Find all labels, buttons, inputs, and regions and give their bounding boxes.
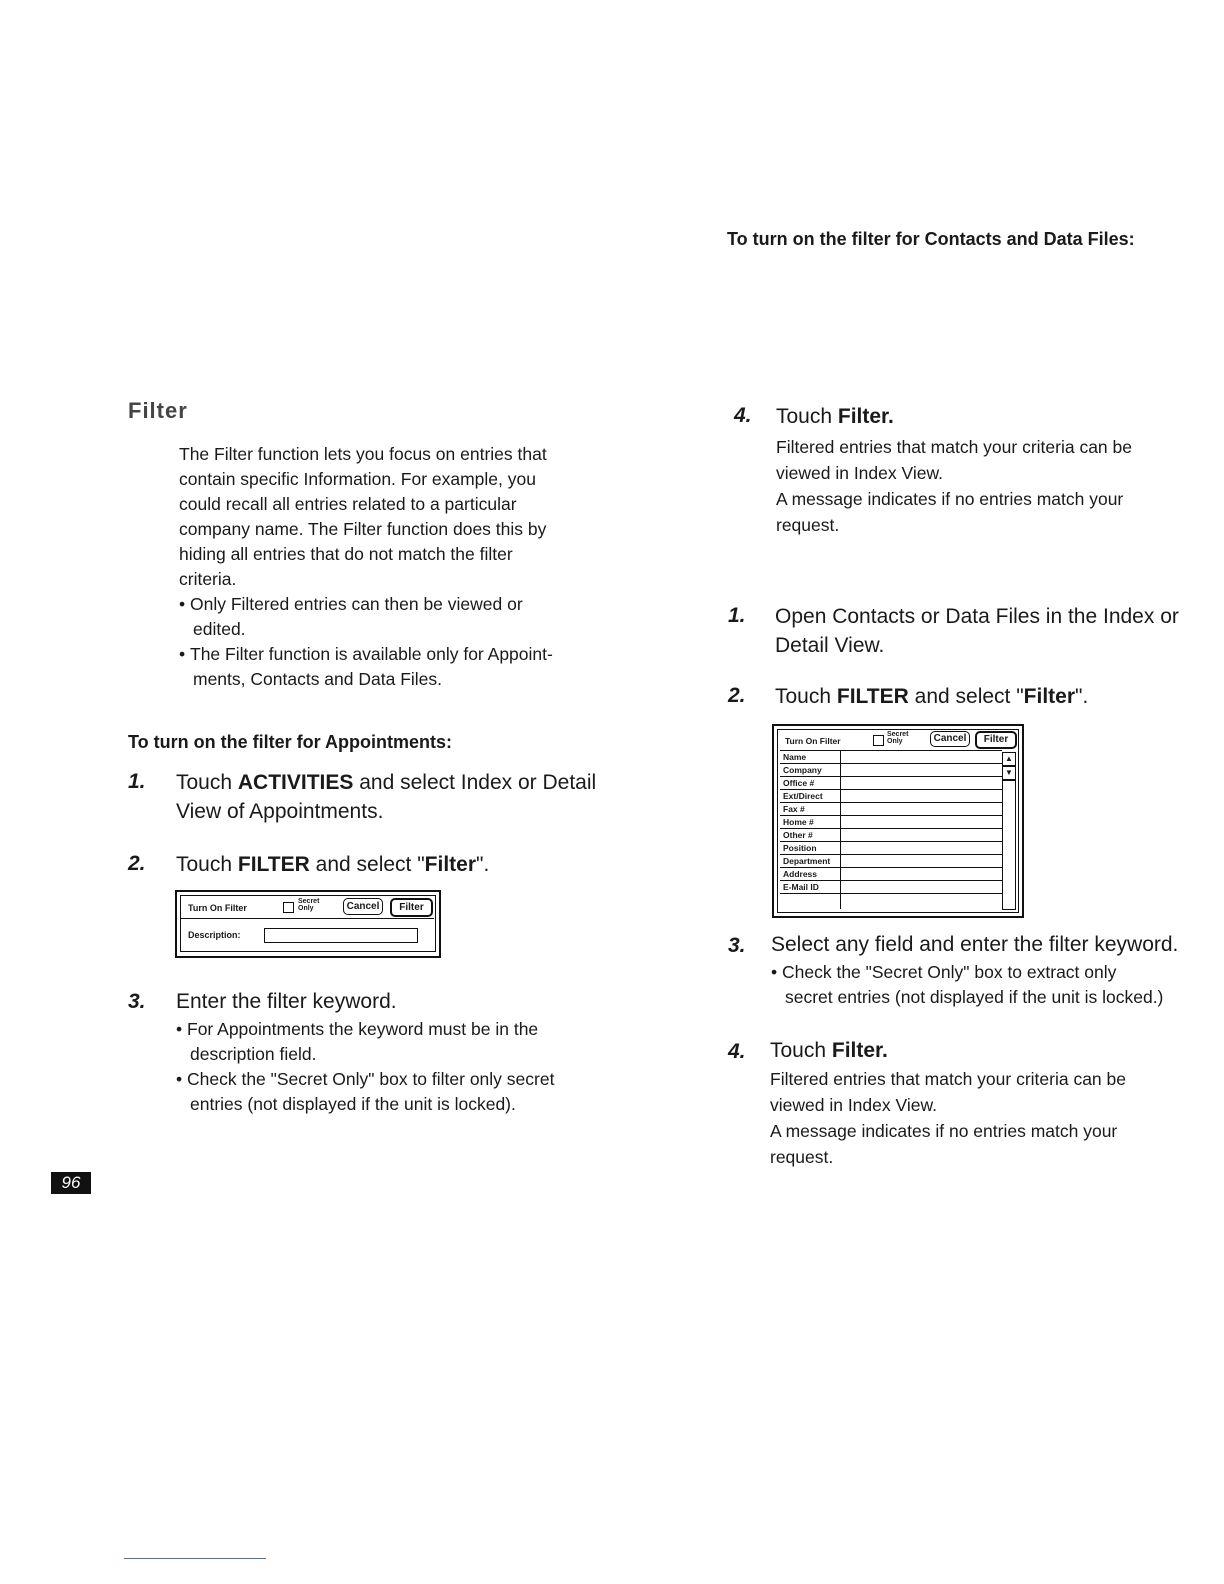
step-number: 1. (128, 770, 146, 793)
section-title: Filter (128, 398, 188, 423)
screen-title: Turn On Filter (785, 736, 841, 746)
field-label: Fax # (783, 804, 805, 814)
screen-divider (180, 918, 434, 919)
cancel-button[interactable]: Cancel (343, 898, 383, 915)
step3-bullets (176, 1017, 616, 1117)
field-row[interactable] (780, 751, 1002, 764)
scrollbar[interactable] (1002, 780, 1016, 910)
step-text: Touch ACTIVITIES and select Index or Detail View of Appointments. (176, 771, 597, 823)
field-row[interactable] (780, 881, 1002, 894)
scroll-down-icon[interactable]: ▼ (1002, 766, 1016, 780)
step-number: 2. (728, 684, 746, 707)
footer-rule (124, 1558, 266, 1559)
step-number: 1. (728, 604, 746, 627)
filter-button[interactable]: Filter (390, 898, 433, 917)
cancel-button[interactable]: Cancel (930, 731, 970, 747)
intro-line: hiding all entries that do not match the filter (179, 544, 513, 564)
secret-only-checkbox[interactable] (283, 902, 294, 913)
description-label: Description: (188, 930, 241, 940)
field-label: Name (783, 752, 807, 762)
scroll-up-icon[interactable]: ▲ (1002, 752, 1016, 766)
field-label: Other # (783, 830, 813, 840)
field-row[interactable] (780, 816, 1002, 829)
filter-button[interactable]: Filter (975, 731, 1017, 749)
contacts-datafiles-subhead: To turn on the filter for Contacts and Data Files: (727, 229, 1135, 249)
step4-description: Filtered entries that match your criteria can be viewed in Index View. A message indicates if no entries match your request. (776, 437, 1132, 535)
field-label: Position (783, 843, 817, 853)
step-text: Select any field and enter the filter keyword. (771, 933, 1179, 956)
field-label: Company (783, 765, 822, 775)
intro-line: company name. The Filter function does this by (179, 519, 547, 539)
field-row[interactable] (780, 764, 1002, 777)
field-label: Office # (783, 778, 815, 788)
step-text: Touch Filter. (770, 1039, 888, 1062)
intro-line: contain specific Information. For example, you (179, 469, 536, 489)
field-row[interactable] (780, 829, 1002, 842)
field-label: Address (783, 869, 818, 879)
page-number: 96 (51, 1172, 91, 1194)
secret-only-checkbox[interactable] (873, 735, 884, 746)
step-text: Touch Filter. (776, 405, 894, 428)
step-number: 3. (728, 934, 746, 957)
step-text: Touch FILTER and select "Filter". (176, 853, 490, 876)
field-label: E-Mail ID (783, 882, 819, 892)
step-number: 4. (734, 404, 752, 427)
contacts-filter-screen (772, 724, 1024, 918)
step-number: 4. (728, 1040, 746, 1063)
field-table (780, 750, 1002, 909)
field-row[interactable] (780, 803, 1002, 816)
step-text: Touch FILTER and select "Filter". (775, 685, 1089, 708)
field-row[interactable] (780, 790, 1002, 803)
field-row[interactable] (780, 855, 1002, 868)
field-row[interactable] (780, 777, 1002, 790)
step4-description: Filtered entries that match your criteria can be viewed in Index View. A message indicates if no entries match your request. (770, 1069, 1126, 1167)
screen-title: Turn On Filter (188, 903, 247, 913)
field-row[interactable] (780, 842, 1002, 855)
step-text: Enter the filter keyword. (176, 990, 397, 1013)
appointments-subhead: To turn on the filter for Appointments: (128, 732, 452, 752)
intro-paragraph (179, 442, 619, 692)
step-number: 3. (128, 990, 146, 1013)
field-label: Home # (783, 817, 814, 827)
step-text: Open Contacts or Data Files in the Index or Detail View. (775, 605, 1179, 657)
secret-only-label: Secret Only (298, 898, 320, 912)
appointment-filter-screen (175, 890, 441, 958)
intro-line: criteria. (179, 569, 237, 589)
intro-line: The Filter function lets you focus on entries that (179, 444, 547, 464)
intro-bullet: • The Filter function is available only for Appoint- ments, Contacts and Data Files. (179, 642, 619, 692)
field-label: Ext/Direct (783, 791, 823, 801)
secret-only-label: Secret Only (887, 731, 909, 745)
bullet-item: • Check the "Secret Only" box to extract only secret entries (not displayed if the unit is locked.) (771, 960, 1211, 1010)
step-number: 2. (128, 852, 146, 875)
step3-bullets (771, 960, 1211, 1010)
description-input[interactable] (264, 928, 418, 943)
intro-line: could recall all entries related to a particular (179, 494, 517, 514)
bullet-item: • Check the "Secret Only" box to filter only secret entries (not displayed if the unit is locked). (176, 1067, 616, 1117)
field-row[interactable] (780, 868, 1002, 881)
field-label: Department (783, 856, 831, 866)
intro-bullet: • Only Filtered entries can then be viewed or edited. (179, 592, 619, 642)
bullet-item: • For Appointments the keyword must be in the description field. (176, 1017, 616, 1067)
